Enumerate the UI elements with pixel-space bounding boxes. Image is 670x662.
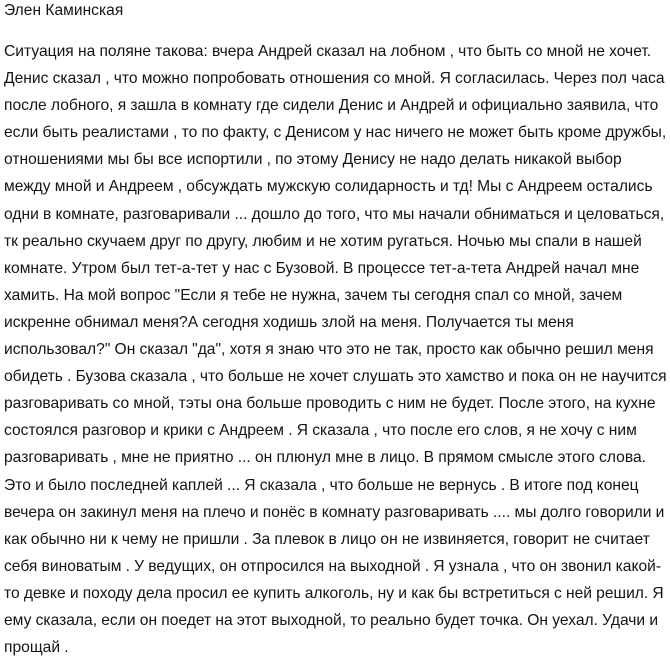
- article-body: [4, 38, 667, 661]
- article-paragraph: Ситуация на поляне такова: вчера Андрей сказал на лобном , что быть со мной не хочет. Денис сказал , что можно попробовать отношения со мной. Я согласилась. Через пол часа после лобного, я зашла в комнату где сидели Денис и Андрей и официально заявила, что если быть реалистами , то по факту, с Денисом у нас ничего не может быть кроме дружбы, отношениями мы бы все испортили , по этому Денису не надо делать никакой выбор между мной и Андреем , обсуждать мужскую солидарность и тд! Мы с Андреем остались одни в комнате, разговаривали ... дошло до того, что мы начали обниматься и целоваться, тк реально скучаем друг по другу, любим и не хотим ругаться. Ночью мы спали в нашей комнате. Утром был тет-а-тет у нас с Бузовой. В процессе тет-а-тета Андрей начал мне хамить. На мой вопрос "Если я тебе не нужна, зачем ты сегодня спал со мной, зачем искренне обнимал меня?А сегодня ходишь злой на меня. Получается ты меня использовал?" Он сказал "да", хотя я знаю что это не так, просто как обычно решил меня обидеть . Бузова сказала , что больше не хочет слушать это хамство и пока он не научится разговаривать со мной, тэты она больше проводить с ним не будет. После этого, на кухне состоялся разговор и крики с Андреем . Я сказала , что после его слов, я не хочу с ним разговаривать , мне не приятно ... он плюнул мне в лицо. В прямом смысле этого слова. Это и было последней каплей ... Я сказала , что больше не вернусь . В итоге под конец вечера он закинул меня на плечо и понёс в комнату разговаривать .... мы долго говорили и как обычно ни к чему не пришли . За плевок в лицо он не извиняется, говорит не считает себя виноватым . У ведущих, он отпросился на выходной . Я узнала , что он звонил какой-то девке и походу дела просил ее купить алкоголь, ну и как бы встретиться с ней решил. Я ему сказала, если он поедет на этот выходной, то реально будет точка. Он уехал. Удачи и прощай .: [4, 43, 667, 657]
- article-author: Элен Каминская: [4, 2, 124, 19]
